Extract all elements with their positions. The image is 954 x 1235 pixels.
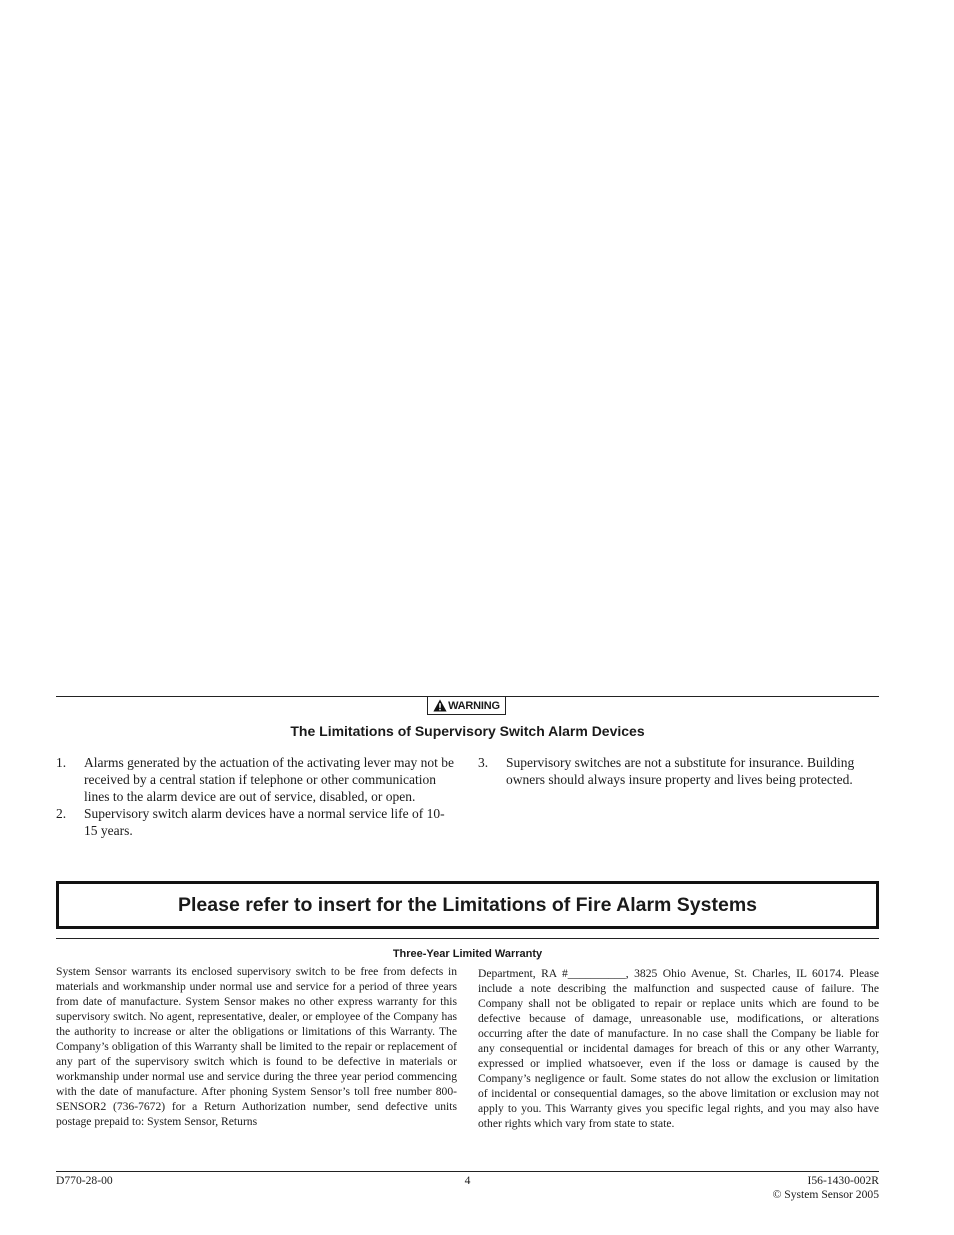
footer-copyright: © System Sensor 2005 — [772, 1188, 879, 1201]
list-item-text: Supervisory switches are not a substitute for insurance. Building owners should always insure property and lives being protected. — [506, 755, 855, 787]
notice-text: Please refer to insert for the Limitations of Fire Alarm Systems — [177, 893, 758, 916]
fire-alarm-limitations-notice — [56, 881, 879, 929]
limitations-title: The Limitations of Supervisory Switch Alarm Devices — [290, 723, 645, 739]
list-item — [478, 754, 879, 788]
limitations-list-left — [56, 754, 456, 839]
footer-right — [773, 1174, 879, 1202]
warning-badge-label: WARNING — [448, 699, 500, 712]
warranty-title: Three-Year Limited Warranty — [392, 948, 543, 960]
warranty-column-left: System Sensor warrants its enclosed supervisory switch to be free from defects in materials and workmanship under normal use and service for a period of three years from date of manufacture. System Sensor makes no other express warranty for this supervisory switch. No agent, representative, dealer, or employee of the Company has the authority to increase or alter the obligations or limitations of this Warranty. The Company’s obligation of this Warranty shall be limited to the repair or replacement of any part of the supervisory switch which is found to be defective in materials or workmanship under normal use and service during the three year period commencing with the date of manufacture. After phoning System Sensor’s toll free number 800-SENSOR2 (736-7672) for a Return Authorization number, send defective units postage prepaid to: System Sensor, Returns — [56, 965, 457, 1128]
limitations-list-right — [478, 754, 879, 788]
footer-doc-code: D770-28-00 — [56, 1174, 113, 1187]
warning-triangle-icon — [433, 699, 447, 712]
list-item-text: Supervisory switch alarm devices have a normal service life of 10-15 years. — [84, 806, 445, 838]
list-item-number: 3. — [478, 755, 489, 770]
list-item-number: 1. — [56, 755, 67, 770]
list-item-number: 2. — [56, 806, 67, 821]
warranty-column-right: Department, RA #__________, 3825 Ohio Avenue, St. Charles, IL 60174. Please include a note describing the malfunction and suspected cause of failure. The Company shall not be obligated to repair or replace units which are found to be defective because of damage, unreasonable use, modifications, or alterations occurring after the date of manufacture. In no case shall the Company be liable for any consequential or incidental damages for breach of this or any other Warranty, expressed or implied whatsoever, even if the loss or damage is caused by the Company’s negligence or fault. Some states do not allow the exclusion or limitation of incidental or consequential damages, so the above limitation or exclusion may not apply to you. This Warranty gives you specific legal rights, and you may also have other rights which vary from state to state. — [478, 967, 879, 1130]
footer-doc-number: I56-1430-002R — [807, 1174, 879, 1187]
list-item — [56, 805, 456, 839]
warning-badge — [427, 696, 506, 715]
page-number: 4 — [464, 1174, 471, 1187]
list-item — [56, 754, 456, 805]
list-item-text: Alarms generated by the actuation of the activating lever may not be received by a central station if telephone or other communication lines to the alarm device are out of service, disabled, or open. — [84, 755, 454, 804]
warranty-top-rule — [56, 938, 879, 939]
footer-rule — [56, 1171, 879, 1172]
